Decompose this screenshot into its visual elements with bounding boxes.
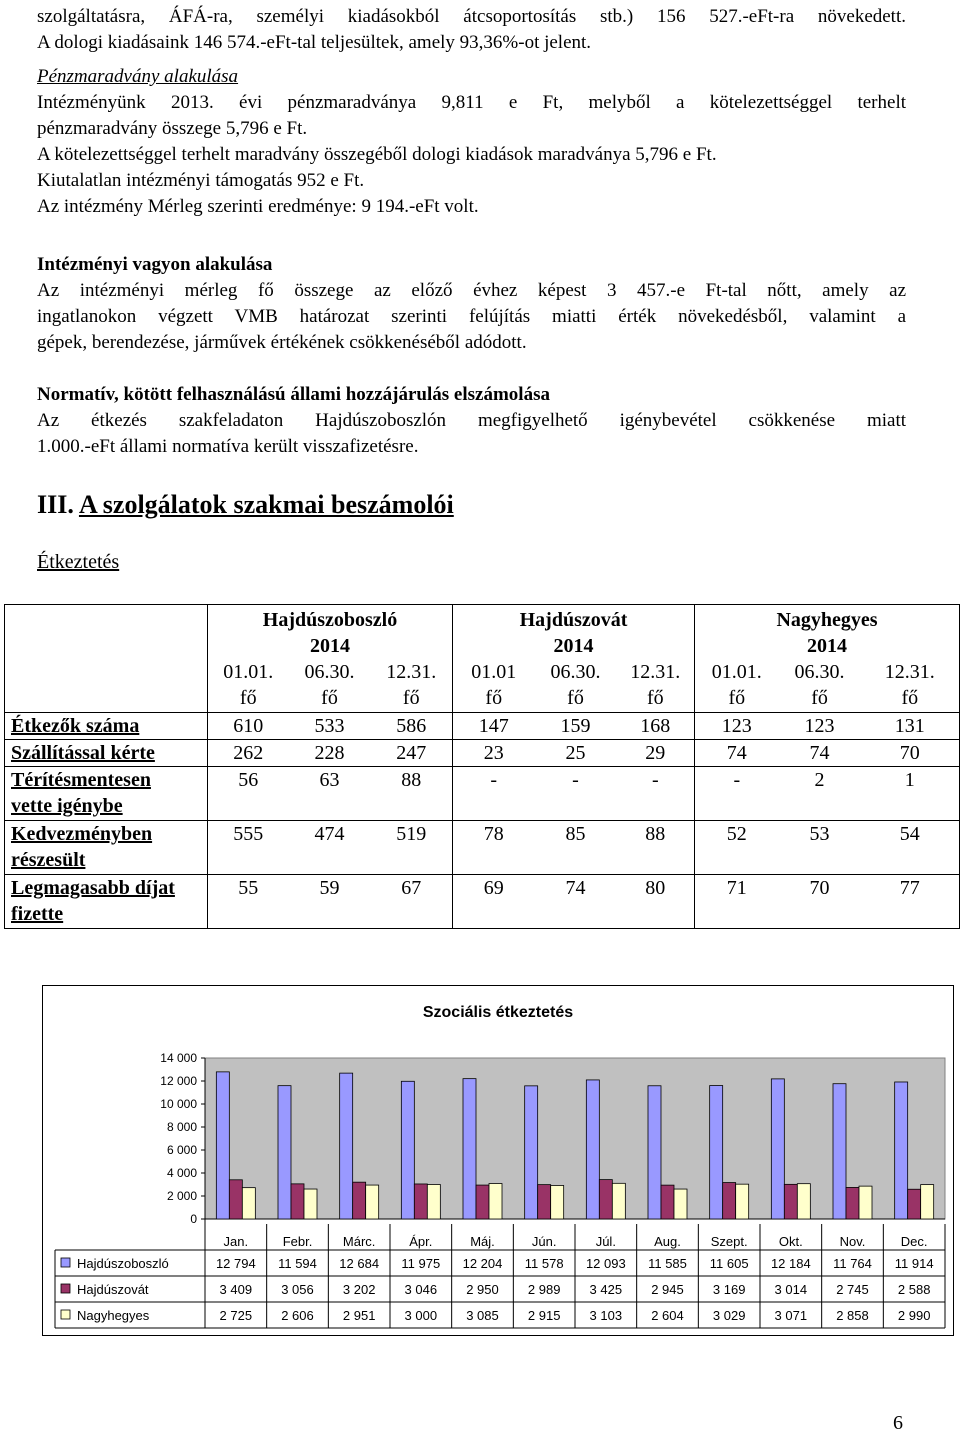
data-label: 2 915 [527, 1308, 561, 1323]
table-cell: 147 [453, 713, 535, 740]
table-cell: 69 [453, 875, 535, 929]
y-tick-label: 0 [190, 1212, 197, 1226]
data-label: 3 071 [774, 1308, 808, 1323]
paragraph-line: A kötelezettséggel terhelt maradvány összegéből dologi kiadások maradványa 5,796 e Ft. [37, 144, 717, 165]
bar-hajduszovat [661, 1185, 674, 1219]
data-label: 2 990 [897, 1308, 931, 1323]
bar-nagyhegyes [674, 1189, 687, 1219]
x-category-label: Nov. [839, 1234, 866, 1249]
legend-key [61, 1284, 70, 1293]
column-header: 06.30. fő [535, 659, 617, 713]
row-label: Térítésmentesen vette igénybe [5, 767, 208, 821]
bar-nagyhegyes [551, 1185, 564, 1219]
bar-hajduszoboszlo [710, 1086, 723, 1219]
bar-hajduszovat [723, 1183, 736, 1219]
table-cell: 25 [535, 740, 617, 767]
table-header-row [5, 605, 960, 659]
data-label: 12 204 [462, 1256, 503, 1271]
y-tick-label: 12 000 [160, 1074, 197, 1088]
bar-nagyhegyes [242, 1188, 255, 1219]
bar-nagyhegyes [427, 1185, 440, 1220]
table-cell: 168 [617, 713, 695, 740]
y-tick-label: 10 000 [160, 1097, 197, 1111]
column-header: 12.31. fő [861, 659, 960, 713]
table-cell: 70 [861, 740, 960, 767]
legend-key [61, 1310, 70, 1319]
row-label: Étkezők száma [5, 713, 208, 740]
table-cell: 610 [208, 713, 289, 740]
data-label: 12 184 [770, 1256, 811, 1271]
group-header-hajduszoboszlo: Hajdúszoboszló 2014 [208, 605, 453, 659]
bar-hajduszovat [846, 1187, 859, 1219]
x-category-label: Jún. [531, 1234, 557, 1249]
data-label: 2 606 [281, 1308, 314, 1323]
bar-nagyhegyes [859, 1186, 872, 1219]
bar-nagyhegyes [489, 1184, 502, 1219]
bar-hajduszovat [599, 1180, 612, 1219]
table-cell: 85 [535, 821, 617, 875]
paragraph-line: Az intézményi mérleg fő összege az előző évhez képest 3 457.-e Ft-tal nőtt, amely az [37, 280, 906, 301]
group-header-nagyhegyes: Nagyhegyes 2014 [695, 605, 960, 659]
data-label: 3 425 [589, 1282, 623, 1297]
x-category-label: Febr. [282, 1234, 313, 1249]
row-label: Legmagasabb díjat fizette [5, 875, 208, 929]
data-label: 3 169 [712, 1282, 746, 1297]
table-cell: 88 [371, 767, 453, 821]
table-cell: 54 [861, 821, 960, 875]
table-row [5, 713, 960, 740]
table-cell: 555 [208, 821, 289, 875]
table-cell: 70 [779, 875, 861, 929]
column-header: 06.30. fő [289, 659, 371, 713]
column-header: 12.31. fő [617, 659, 695, 713]
table-cell: 247 [371, 740, 453, 767]
chart-title: Szociális étkeztetés [422, 1004, 574, 1021]
bar-hajduszoboszlo [771, 1079, 784, 1219]
table-cell: 77 [861, 875, 960, 929]
x-category-label: Okt. [778, 1234, 803, 1249]
bar-hajduszoboszlo [278, 1086, 291, 1219]
page-number: 6 [893, 1412, 903, 1434]
data-label: 11 764 [833, 1256, 872, 1271]
bar-hajduszovat [784, 1184, 797, 1219]
bar-chart [43, 986, 953, 1335]
bar-hajduszoboszlo [648, 1086, 661, 1219]
table-subheader-row [5, 659, 960, 713]
bar-hajduszovat [414, 1184, 427, 1219]
data-label: 3 000 [404, 1308, 438, 1323]
paragraph-line: ingatlanokon végzett VMB határozat szerinti felújítás miatti érték növekedésből, valamint a [37, 306, 906, 327]
bar-nagyhegyes [612, 1183, 625, 1219]
row-label: Szállítással kérte [5, 740, 208, 767]
x-category-label: Dec. [900, 1234, 928, 1249]
table-cell: 123 [779, 713, 861, 740]
table-cell: 52 [695, 821, 779, 875]
data-label: 12 093 [585, 1256, 626, 1271]
data-label: 2 951 [342, 1308, 376, 1323]
paragraph-line: Intézményünk 2013. évi pénzmaradványa 9,811 e Ft, melyből a kötelezettséggel terhelt [37, 92, 906, 113]
data-label: 2 745 [836, 1282, 869, 1297]
paragraph-line: Az intézmény Mérleg szerinti eredménye: 9 194.-eFt volt. [37, 196, 479, 217]
column-header: 01.01. fő [208, 659, 289, 713]
table-corner-cell [5, 659, 208, 713]
legend-label: Hajdúszoboszló [77, 1256, 169, 1271]
data-label: 2 950 [466, 1282, 499, 1297]
table-cell: 59 [289, 875, 371, 929]
data-label: 11 914 [894, 1256, 934, 1271]
table-cell: 71 [695, 875, 779, 929]
bar-hajduszoboszlo [895, 1082, 908, 1219]
table-cell: 519 [371, 821, 453, 875]
bar-nagyhegyes [797, 1184, 810, 1219]
paragraph-line: A dologi kiadásaink 146 574.-eFt-tal teljesültek, amely 93,36%-ot jelent. [37, 32, 592, 53]
y-tick-label: 4 000 [166, 1166, 197, 1180]
bar-hajduszoboszlo [216, 1072, 229, 1219]
x-category-label: Aug. [654, 1234, 681, 1249]
table-cell: 63 [289, 767, 371, 821]
data-label: 2 588 [897, 1282, 931, 1297]
bar-hajduszoboszlo [340, 1073, 353, 1219]
data-label: 12 794 [215, 1256, 256, 1271]
bar-hajduszovat [476, 1185, 489, 1219]
paragraph-line: gépek, berendezése, járművek értékének csökkenéséből adódott. [37, 332, 527, 353]
y-tick-label: 6 000 [166, 1143, 197, 1157]
bar-hajduszoboszlo [586, 1080, 599, 1219]
bar-nagyhegyes [921, 1185, 934, 1219]
legend-label: Nagyhegyes [77, 1308, 150, 1323]
data-label: 3 202 [342, 1282, 376, 1297]
table-cell: - [535, 767, 617, 821]
legend-key [61, 1258, 70, 1267]
y-tick-label: 14 000 [160, 1051, 197, 1065]
section-title-text: A szolgálatok szakmai beszámolói [78, 490, 454, 519]
table-cell: 474 [289, 821, 371, 875]
section-heading-vagyon: Intézményi vagyon alakulása [37, 254, 273, 275]
table-cell: 1 [861, 767, 960, 821]
paragraph-line: Az étkezés szakfeladaton Hajdúszoboszlón megfigyelhető igénybevétel csökkenése miatt [37, 410, 906, 431]
table-cell: - [453, 767, 535, 821]
data-label: 3 046 [404, 1282, 438, 1297]
x-category-label: Jan. [223, 1234, 249, 1249]
table-cell: - [695, 767, 779, 821]
table-corner-cell [5, 605, 208, 659]
subsection-title: Étkeztetés [37, 551, 120, 573]
table-cell: 88 [617, 821, 695, 875]
bar-hajduszovat [229, 1180, 242, 1219]
data-label: 11 975 [401, 1256, 441, 1271]
bar-hajduszoboszlo [833, 1084, 846, 1219]
row-label: Kedvezményben részesült [5, 821, 208, 875]
group-header-hajduszovat: Hajdúszovát 2014 [453, 605, 695, 659]
table-row [5, 821, 960, 875]
data-label: 2 945 [651, 1282, 684, 1297]
bar-hajduszovat [291, 1184, 304, 1219]
table-cell: 23 [453, 740, 535, 767]
bar-nagyhegyes [304, 1189, 317, 1219]
data-label: 11 605 [709, 1256, 749, 1271]
table-cell: 67 [371, 875, 453, 929]
section-heading-normativ: Normatív, kötött felhasználású állami hozzájárulás elszámolása [37, 384, 550, 405]
x-category-label: Júl. [595, 1234, 616, 1249]
y-tick-label: 8 000 [166, 1120, 197, 1134]
bar-hajduszovat [538, 1185, 551, 1219]
data-label: 3 085 [466, 1308, 499, 1323]
table-cell: 586 [371, 713, 453, 740]
table-cell: 80 [617, 875, 695, 929]
legend-label: Hajdúszovát [77, 1282, 149, 1297]
table-cell: 74 [695, 740, 779, 767]
data-label: 2 604 [651, 1308, 684, 1323]
x-category-label: Ápr. [409, 1234, 433, 1249]
y-tick-label: 2 000 [166, 1189, 197, 1203]
data-label: 12 684 [339, 1256, 380, 1271]
table-cell: 56 [208, 767, 289, 821]
table-cell: 53 [779, 821, 861, 875]
table-cell: 159 [535, 713, 617, 740]
table-cell: 228 [289, 740, 371, 767]
table-cell: 74 [779, 740, 861, 767]
bar-hajduszovat [908, 1189, 921, 1219]
column-header: 12.31. fő [371, 659, 453, 713]
table-row [5, 875, 960, 929]
data-label: 11 585 [648, 1256, 687, 1271]
data-label: 11 594 [278, 1256, 317, 1271]
paragraph-line: pénzmaradvány összege 5,796 e Ft. [37, 118, 308, 139]
table-cell: 131 [861, 713, 960, 740]
bar-nagyhegyes [366, 1185, 379, 1219]
paragraph-line: 1.000.-eFt állami normatíva került visszafizetésre. [37, 436, 419, 457]
table-row [5, 740, 960, 767]
section-heading-penzmaradvany: Pénzmaradvány alakulása [37, 66, 239, 87]
data-label: 3 014 [774, 1282, 808, 1297]
paragraph-line: Kiutalatlan intézményi támogatás 952 e Ft. [37, 170, 365, 191]
data-label: 2 989 [527, 1282, 561, 1297]
table-cell: 74 [535, 875, 617, 929]
table-cell: 29 [617, 740, 695, 767]
table-row [5, 767, 960, 821]
data-label: 3 409 [219, 1282, 253, 1297]
bar-nagyhegyes [736, 1184, 749, 1219]
table-cell: 262 [208, 740, 289, 767]
table-cell: 2 [779, 767, 861, 821]
table-cell: - [617, 767, 695, 821]
data-label: 3 056 [281, 1282, 314, 1297]
data-label: 3 029 [712, 1308, 746, 1323]
data-label: 11 578 [524, 1256, 564, 1271]
bar-hajduszovat [353, 1182, 366, 1219]
column-header: 06.30. fő [779, 659, 861, 713]
x-category-label: Márc. [342, 1234, 376, 1249]
bar-hajduszoboszlo [525, 1086, 538, 1219]
section-title [37, 490, 454, 520]
x-category-label: Szept. [710, 1234, 748, 1249]
data-label: 2 858 [836, 1308, 869, 1323]
catering-table [4, 604, 960, 929]
x-category-label: Máj. [470, 1234, 495, 1249]
data-label: 2 725 [219, 1308, 253, 1323]
paragraph-line: szolgáltatásra, ÁFÁ-ra, személyi kiadásokból átcsoportosítás stb.) 156 527.-eFt-ra növekedett. [37, 6, 906, 27]
column-header: 01.01. fő [695, 659, 779, 713]
table-cell: 78 [453, 821, 535, 875]
table-cell: 533 [289, 713, 371, 740]
bar-hajduszoboszlo [463, 1079, 476, 1219]
data-label: 3 103 [589, 1308, 623, 1323]
section-number: III. [37, 490, 74, 519]
table-cell: 55 [208, 875, 289, 929]
table-cell: 123 [695, 713, 779, 740]
bar-hajduszoboszlo [401, 1081, 414, 1219]
column-header: 01.01 fő [453, 659, 535, 713]
chart-container [42, 985, 954, 1336]
